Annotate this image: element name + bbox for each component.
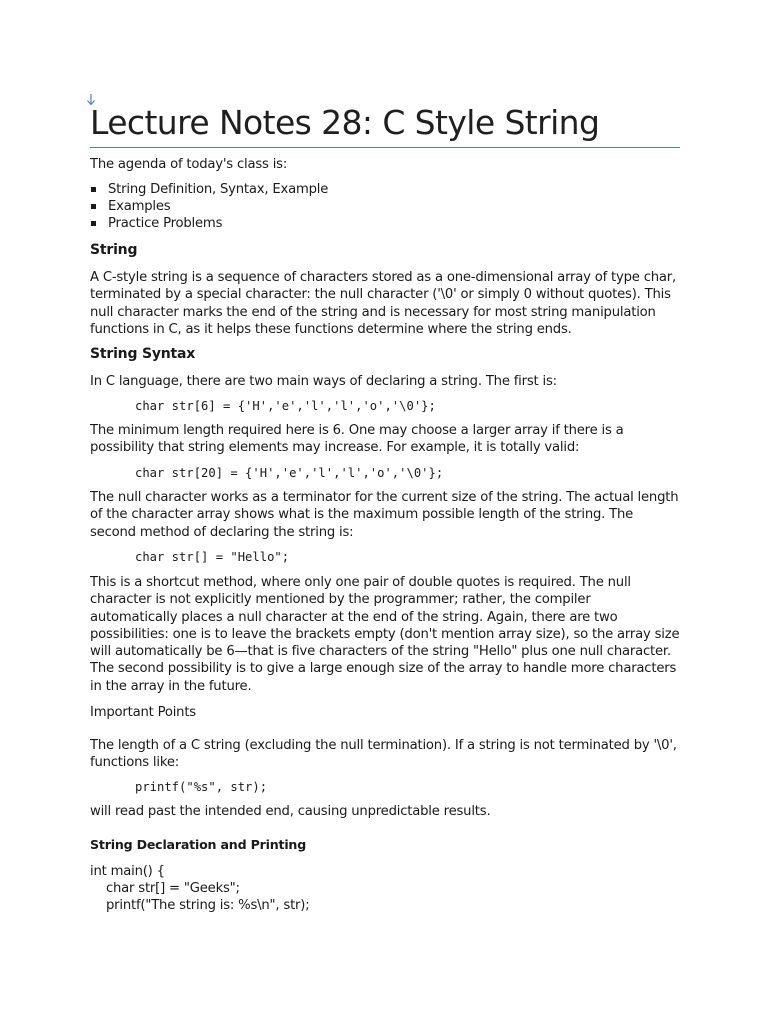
example-code-line: int main() { bbox=[90, 864, 165, 879]
section-heading-declaration: String Declaration and Printing bbox=[90, 837, 307, 852]
syntax-paragraph-2: The minimum length required here is 6. One may choose a larger array if there is a possibility that string elements may increase. For example, it is totally valid: bbox=[90, 423, 624, 456]
code-line-printf: printf("%s", str); bbox=[135, 780, 268, 794]
important-points-label: Important Points bbox=[90, 705, 196, 720]
section-heading-syntax: String Syntax bbox=[90, 346, 196, 362]
example-code-line: char str[] = "Geeks"; bbox=[90, 881, 240, 896]
example-code-line: printf("The string is: %s\n", str); bbox=[90, 898, 310, 913]
section-heading-string: String bbox=[90, 242, 138, 258]
page-title: Lecture Notes 28: C Style String bbox=[90, 103, 600, 142]
code-line-2: char str[20] = {'H','e','l','l','o','\0'}; bbox=[135, 466, 444, 480]
syntax-paragraph-3: The null character works as a terminator for the current size of the string. The actual length of the character array shows what is the maximum possible length of the string. The second method of declaring the string is: bbox=[90, 490, 679, 540]
syntax-paragraph-4: This is a shortcut method, where only one pair of double quotes is required. The null character is not explicitly mentioned by the programmer; rather, the compiler automatically places a null character at the end of the string. Again, there are two possibilities: one is to leave the brackets empty (don't mention array size), so the array size will automatically be 6—that is five characters of the string "Hello" plus one null character. The second possibility is to give a large enough size of the array to handle more characters in the array in the future. bbox=[90, 575, 680, 694]
list-item: Examples bbox=[90, 198, 328, 215]
important-paragraph-2: will read past the intended end, causing unpredictable results. bbox=[90, 804, 491, 819]
list-item: Practice Problems bbox=[90, 215, 328, 232]
string-definition-paragraph: A C-style string is a sequence of characters stored as a one-dimensional array of type char, terminated by a special character: the null character ('\0' or simply 0 without quotes). This null character marks the end of the string and is necessary for most string manipulation functions in C, as it helps these functions determine where the string ends. bbox=[90, 270, 677, 337]
code-line-1: char str[6] = {'H','e','l','l','o','\0'}; bbox=[135, 399, 436, 413]
agenda-list bbox=[90, 181, 328, 232]
title-underline bbox=[90, 147, 680, 148]
square-bullet-icon bbox=[91, 187, 96, 192]
square-bullet-icon bbox=[91, 221, 96, 226]
syntax-paragraph-1: In C language, there are two main ways of declaring a string. The first is: bbox=[90, 374, 557, 389]
important-paragraph-1: The length of a C string (excluding the null termination). If a string is not terminated by '\0', functions like: bbox=[90, 738, 677, 771]
code-line-3: char str[] = "Hello"; bbox=[135, 550, 290, 564]
square-bullet-icon bbox=[91, 204, 96, 209]
list-item: String Definition, Syntax, Example bbox=[90, 181, 328, 198]
agenda-intro: The agenda of today's class is: bbox=[90, 157, 288, 172]
